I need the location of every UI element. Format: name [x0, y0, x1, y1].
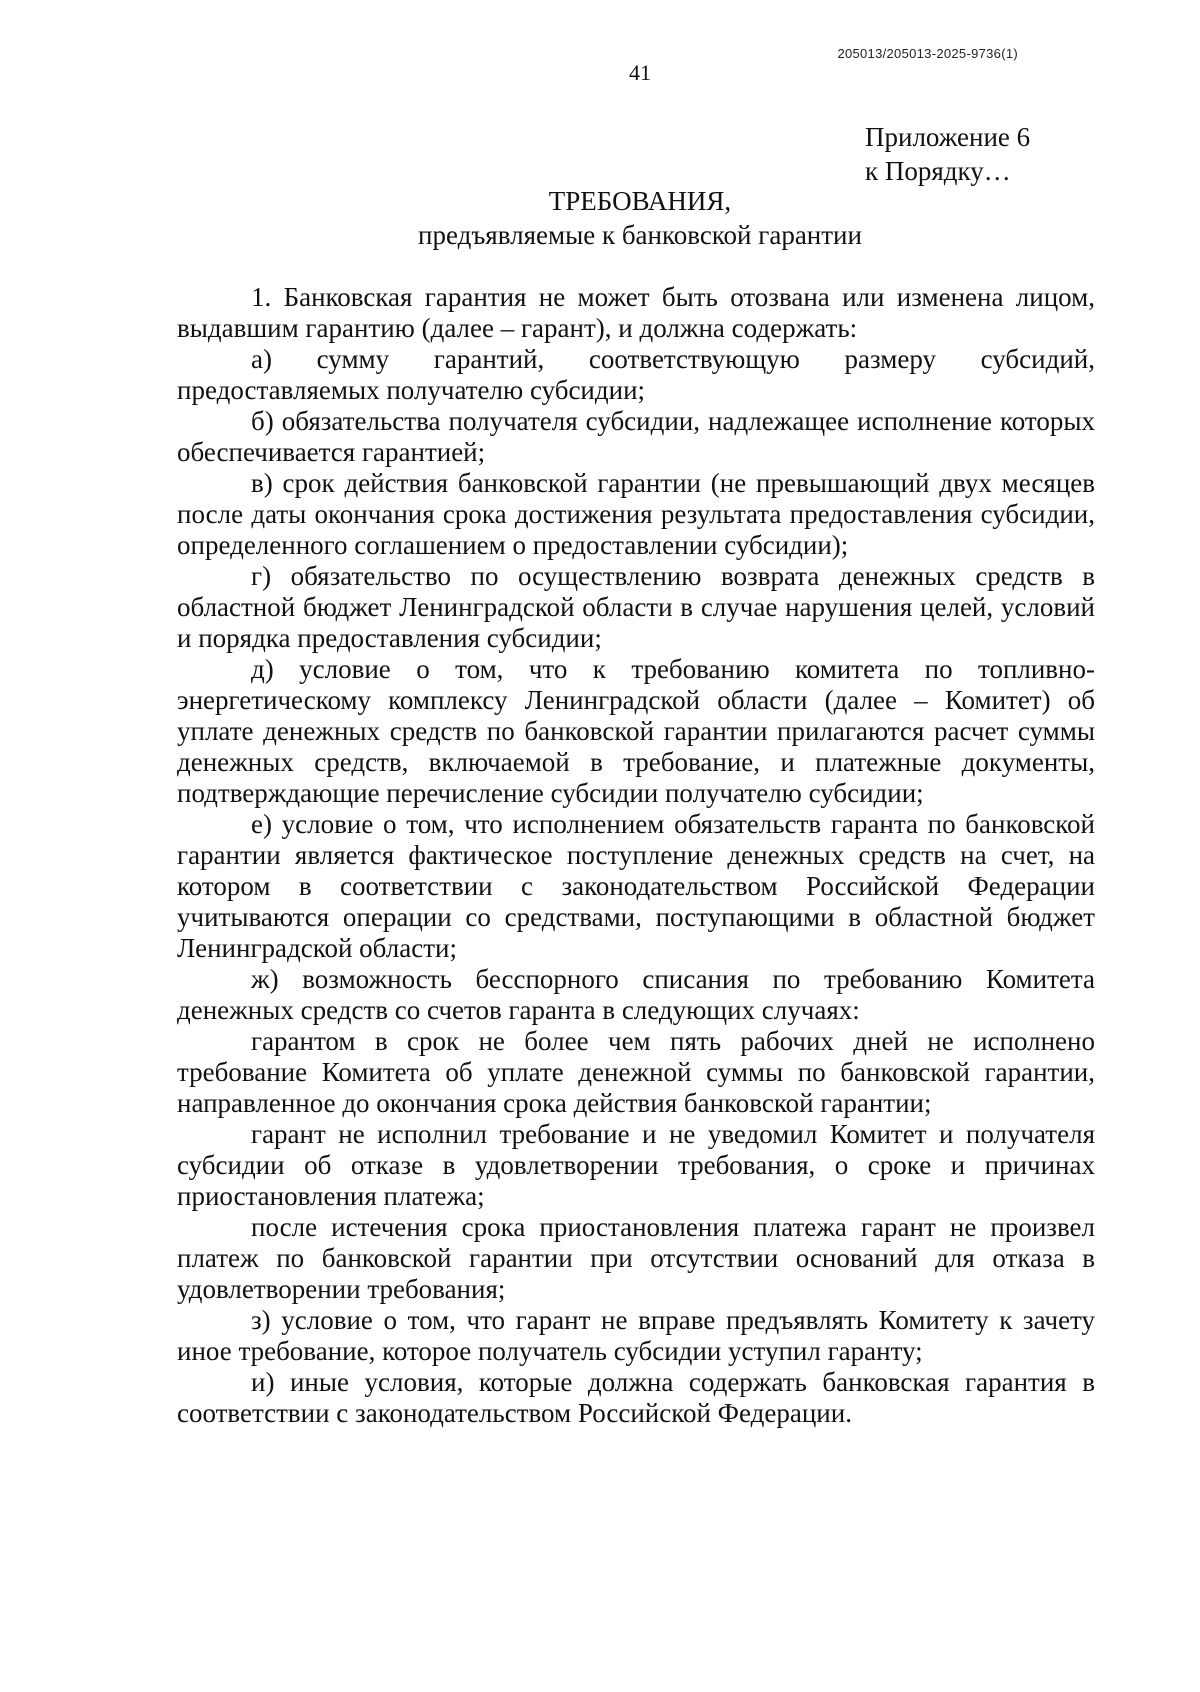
- appendix-line-1: Приложение 6: [865, 122, 1031, 152]
- document-subtitle: предъявляемые к банковской гарантии: [418, 220, 862, 250]
- paragraph-i: и) иные условия, которые должна содержать банковская гарантия в соответствии с законодательством Российской Федерации.: [177, 1367, 1095, 1428]
- paragraph-case-1: гарантом в срок не более чем пять рабочих дней не исполнено требование Комитета об уплате денежной суммы по банковской гарантии, направленное до окончания срока действия банковской гарантии;: [177, 1026, 1095, 1118]
- paragraph-z: з) условие о том, что гарант не вправе предъявлять Комитету к зачету иное требование, которое получатель субсидии уступил гаранту;: [177, 1305, 1095, 1366]
- paragraph-case-3: после истечения срока приостановления платежа гарант не произвел платеж по банковской гарантии при отсутствии оснований для отказа в удовлетворении требования;: [177, 1212, 1095, 1304]
- paragraph-d: д) условие о том, что к требованию комитета по топливно-энергетическому комплексу Ленинградской области (далее – Комитет) об уплате денежных средств по банковской гарантии прилагаются расчет суммы денежных средств, включаемой в требование, и платежные документы, подтверждающие перечисление субсидии получателю субсидии;: [177, 654, 1095, 808]
- paragraph-a: а) сумму гарантий, соответствующую размеру субсидий, предоставляемых получателю субсидии;: [177, 344, 1095, 405]
- document-title: ТРЕБОВАНИЯ,: [548, 186, 732, 216]
- document-id: 205013/205013-2025-9736(1): [837, 46, 1018, 61]
- appendix-block: [865, 120, 1030, 188]
- appendix-line-2: к Порядку…: [865, 156, 1011, 186]
- paragraph-v: в) срок действия банковской гарантии (не превышающий двух месяцев после даты окончания срока достижения результата предоставления субсидии, определенного соглашением о предоставлении субсидии);: [177, 468, 1095, 560]
- paragraph-b: б) обязательства получателя субсидии, надлежащее исполнение которых обеспечивается гарантией;: [177, 406, 1095, 467]
- page-number: 41: [629, 60, 651, 85]
- paragraph-g: г) обязательство по осуществлению возврата денежных средств в областной бюджет Ленинградской области в случае нарушения целей, условий и порядка предоставления субсидии;: [177, 561, 1095, 653]
- document-body: [177, 282, 1095, 1429]
- paragraph-1: 1. Банковская гарантия не может быть отозвана или изменена лицом, выдавшим гарантию (далее – гарант), и должна содержать:: [177, 282, 1095, 343]
- title-block: [0, 184, 1200, 252]
- paragraph-zh: ж) возможность бесспорного списания по требованию Комитета денежных средств со счетов гаранта в следующих случаях:: [177, 964, 1095, 1025]
- paragraph-case-2: гарант не исполнил требование и не уведомил Комитет и получателя субсидии об отказе в удовлетворении требования, о сроке и причинах приостановления платежа;: [177, 1119, 1095, 1211]
- paragraph-e: е) условие о том, что исполнением обязательств гаранта по банковской гарантии является фактическое поступление денежных средств на счет, на котором в соответствии с законодательством Российской Федерации учитываются операции со средствами, поступающими в областной бюджет Ленинградской области;: [177, 809, 1095, 963]
